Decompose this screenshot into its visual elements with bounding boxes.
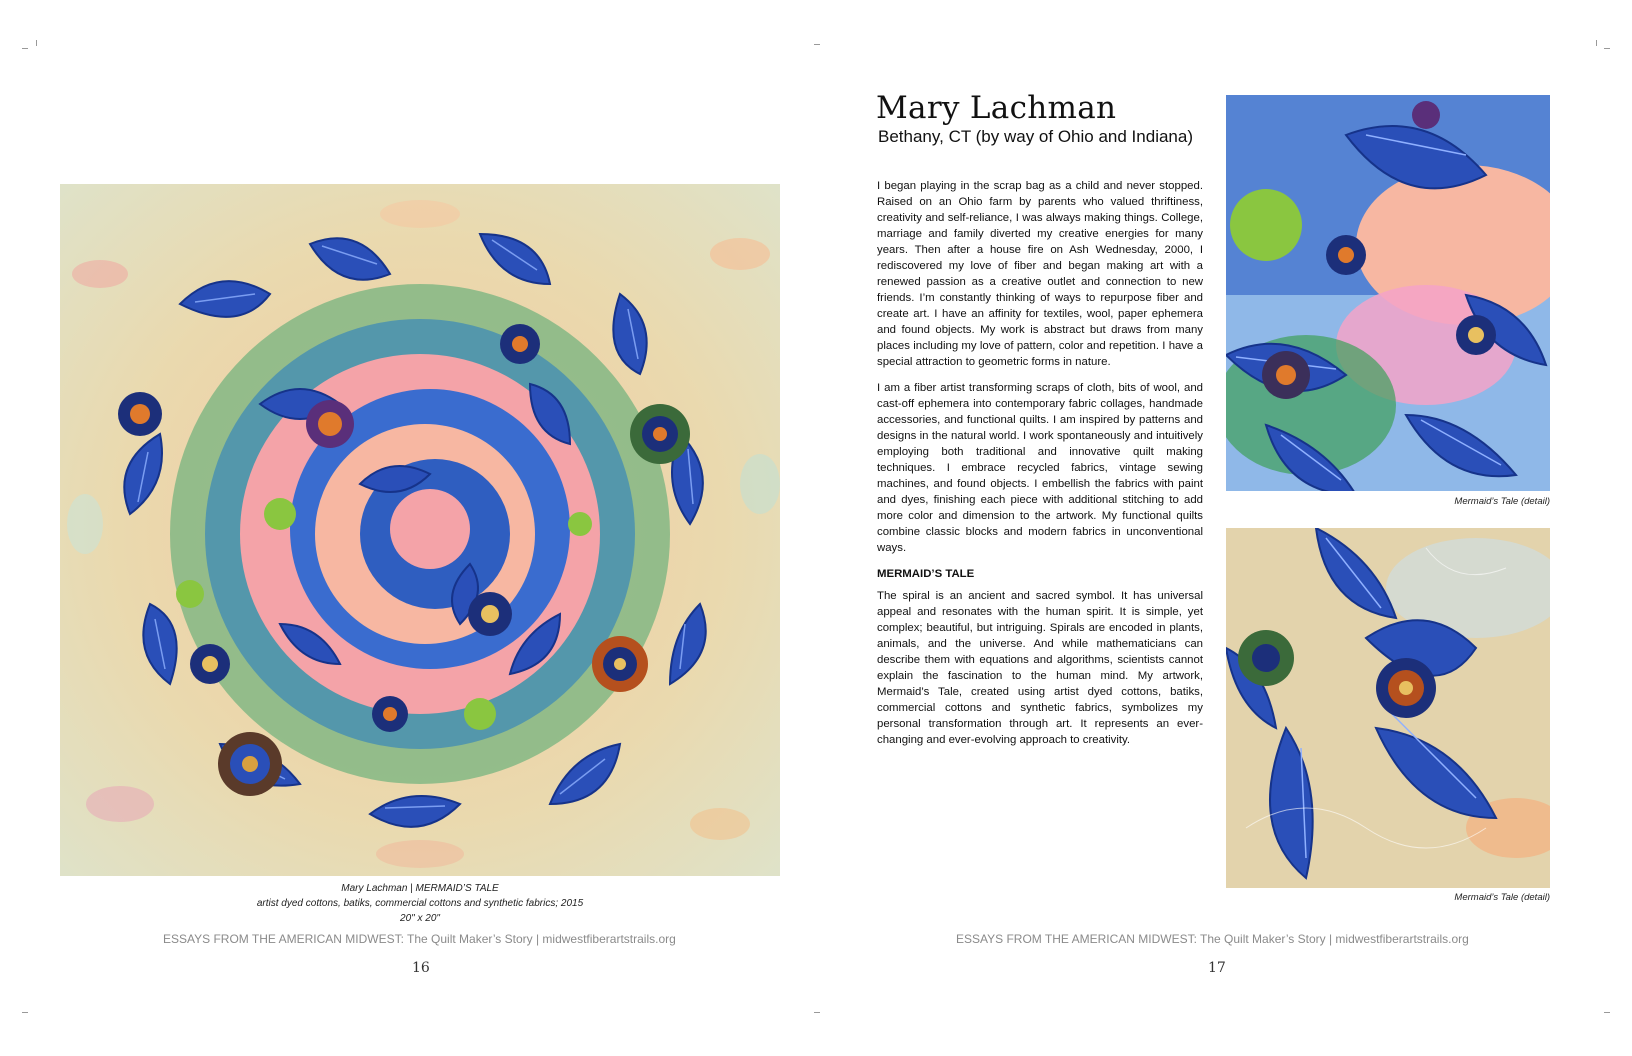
crop-mark <box>814 44 820 45</box>
caption-title-line: Mary Lachman | MERMAID’S TALE <box>341 883 499 894</box>
quilt-detail-image-bottom <box>1226 528 1550 888</box>
artist-statement <box>877 178 1203 758</box>
crop-mark <box>36 40 37 46</box>
page-number-left: 16 <box>412 960 430 976</box>
artist-location: Bethany, CT (by way of Ohio and Indiana) <box>878 127 1193 146</box>
detail-image-bottom <box>1226 528 1550 888</box>
statement-paragraph-1: I began playing in the scrap bag as a child and never stopped. Raised on an Ohio farm by parents who valued thriftiness, creativity and self-reliance, I was always making things. College, marriage and family diverted my creative energies for many years. Then after a house fire on Ash Wednesday, 2000, I rediscovered my love of fiber and began making art with a renewed passion as a creative outlet and connection to new friends. I’m constantly thinking of ways to repurpose fiber and create art. I have an affinity for textiles, wool, paper ephemera and found objects. My work is abstract but draws from many places including my love of pattern, color and repetition. I have a special attraction to geometric forms in nature. <box>877 180 1203 368</box>
quilt-image <box>60 184 780 876</box>
crop-mark <box>22 48 28 49</box>
crop-mark <box>814 1012 820 1013</box>
section-paragraph: The spiral is an ancient and sacred symbol. It has universal appeal and resonates with the human spirit. It is simple, yet complex; beautiful, but intriguing. Spirals are encoded in plants, animals, and the universe. And while mathematicians can describe them with equations and algorithms, scientists cannot explain the fascination to the human mind. My artwork, Mermaid’s Tale, created using artist dyed cottons, batiks, commercial cottons and synthetic fabrics, symbolizes my personal transformation through art. It represents an ever-changing and ever-evolving approach to creativity. <box>877 590 1203 746</box>
quilt-detail-image-top <box>1226 95 1550 491</box>
statement-paragraph-2: I am a fiber artist transforming scraps of cloth, bits of wool, and cast-off ephemera into contemporary fabric collages, handmade accessories, and functional quilts. I am inspired by patterns and designs in the natural world. I work spontaneously and intuitively employing both traditional and innovative quilt making techniques. I embrace recycled fabrics, vintage sewing machines, and found objects. I embellish the fabrics with paint and dyes, finishing each piece with additional stitching to add more color and dimension to the artwork. My functional quilts combine classic blocks and modern fabrics in unconventional ways. <box>877 382 1203 554</box>
caption-dimensions-line: 20" x 20" <box>400 913 440 924</box>
detail-caption-bottom: Mermaid’s Tale (detail) <box>1454 892 1550 903</box>
crop-mark <box>1604 48 1610 49</box>
crop-mark <box>1596 40 1597 46</box>
main-artwork-caption <box>60 881 780 926</box>
quilt-artwork-main <box>60 184 780 876</box>
artist-name: Mary Lachman <box>876 90 1117 126</box>
detail-caption-top: Mermaid’s Tale (detail) <box>1454 496 1550 507</box>
footer-left: ESSAYS FROM THE AMERICAN MIDWEST: The Quilt Maker’s Story | midwestfiberartstrails.org <box>163 932 676 946</box>
detail-image-top <box>1226 95 1550 491</box>
section-heading: MERMAID’S TALE <box>877 568 975 580</box>
crop-mark <box>1604 1012 1610 1013</box>
caption-materials-line: artist dyed cottons, batiks, commercial cottons and synthetic fabrics; 2015 <box>256 898 584 909</box>
page-number-right: 17 <box>1208 960 1226 976</box>
footer-right: ESSAYS FROM THE AMERICAN MIDWEST: The Quilt Maker’s Story | midwestfiberartstrails.org <box>956 932 1469 946</box>
crop-mark <box>22 1012 28 1013</box>
